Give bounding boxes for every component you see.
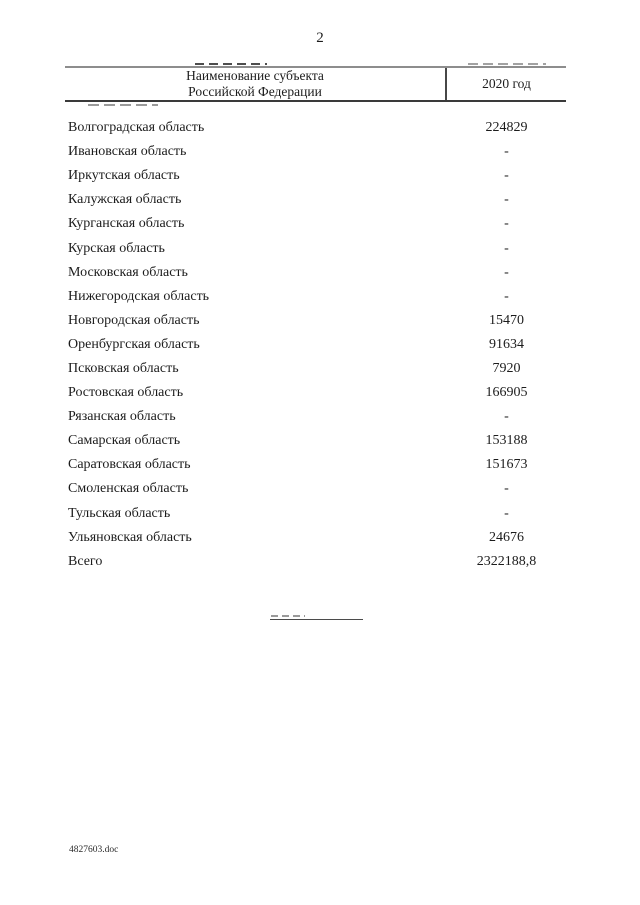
column-header-region-line1: Наименование субъекта [186,68,324,83]
column-header-year: 2020 год [482,76,531,91]
region-value: 15470 [489,312,524,328]
table-row [65,381,566,405]
region-value: - [504,168,509,184]
table-row [65,212,566,236]
table-row [65,477,566,501]
region-name: Самарская область [68,433,181,449]
region-name: Тульская область [68,505,171,521]
region-value: - [504,505,509,521]
table-row [65,526,566,550]
region-name: Калужская область [68,192,182,208]
table-row [65,309,566,333]
signature-rule [270,619,363,620]
region-name: Всего [68,553,103,569]
table-row [65,140,566,164]
document-filename: 4827603.doc [69,845,119,855]
scan-artifact [468,63,546,65]
region-name: Ульяновская область [68,529,192,545]
region-value: - [504,144,509,160]
region-name: Иркутская область [68,168,180,184]
region-value: 151673 [485,457,528,473]
table-row [65,116,566,140]
region-value: 2322188,8 [476,553,537,569]
table-row [65,164,566,188]
region-name: Рязанская область [68,409,176,425]
region-value: - [504,264,509,280]
region-value: 91634 [489,336,524,352]
table-row [65,236,566,260]
region-name: Смоленская область [68,481,189,497]
table-row [65,333,566,357]
table-row [65,261,566,285]
region-value: - [504,481,509,497]
region-value: - [504,216,509,232]
region-name: Ивановская область [68,144,187,160]
region-value: 153188 [485,433,528,449]
region-name: Новгородская область [68,312,200,328]
table-row [65,429,566,453]
table-row [65,357,566,381]
scan-artifact [195,63,267,66]
region-name: Курганская область [68,216,185,232]
region-value: - [504,192,509,208]
table-header-row [65,66,566,102]
regions-table [65,66,566,574]
region-name: Волгоградская область [68,120,205,136]
scan-artifact [271,615,305,617]
table-body [65,116,566,574]
region-name: Ростовская область [68,385,184,401]
page-number: 2 [316,30,324,46]
region-value: - [504,240,509,256]
table-row [65,453,566,477]
table-row [65,285,566,309]
region-value: 224829 [485,120,528,136]
column-header-region-line2: Российской Федерации [188,84,322,99]
region-name: Нижегородская область [68,288,210,304]
region-name: Московская область [68,264,188,280]
column-header-region [65,68,447,100]
region-name: Псковская область [68,360,179,376]
table-row [65,405,566,429]
table-row [65,188,566,212]
region-value: 24676 [489,529,524,545]
region-name: Саратовская область [68,457,191,473]
table-row [65,550,566,574]
region-value: - [504,288,509,304]
table-row [65,502,566,526]
region-name: Оренбургская область [68,336,200,352]
region-value: 166905 [485,385,528,401]
region-value: 7920 [492,360,521,376]
region-value: - [504,409,509,425]
region-name: Курская область [68,240,165,256]
